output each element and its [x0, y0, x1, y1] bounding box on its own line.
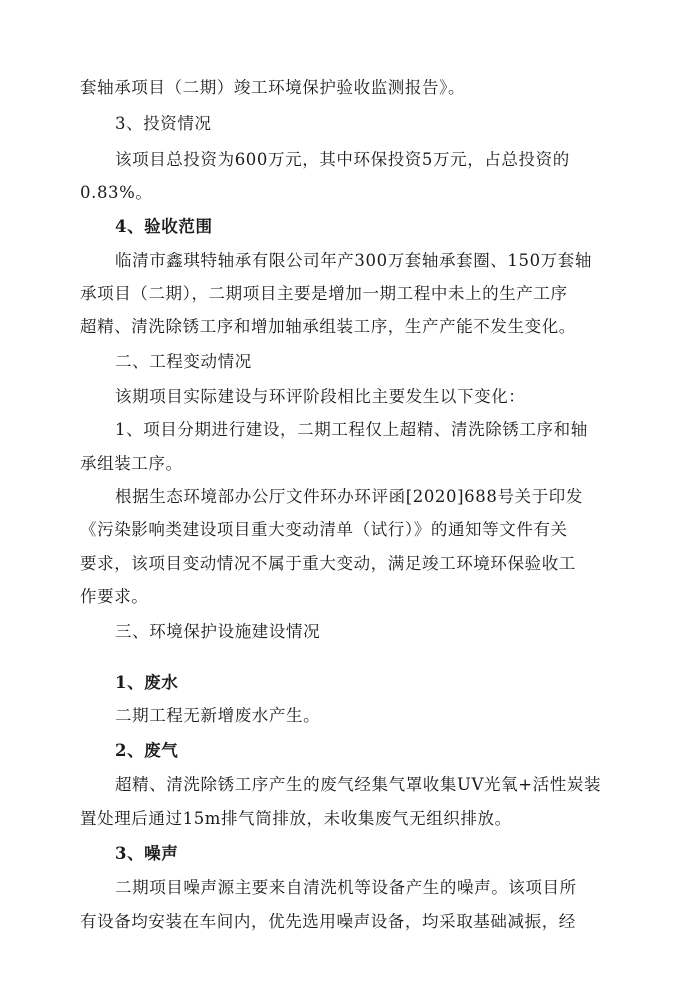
- subheading-acceptance-scope: 4、验收范围: [115, 217, 213, 236]
- text-line: 有设备均安装在车间内，优先选用噪声设备，均采取基础减振，经: [80, 912, 576, 931]
- text-line: 该项目总投资为600万元，其中环保投资5万元，占总投资的: [115, 150, 570, 169]
- text-line: 二期项目噪声源主要来自清洗机等设备产生的噪声。该项目所: [115, 878, 577, 897]
- text-line: 作要求。: [80, 587, 149, 606]
- text-line: 要求，该项目变动情况不属于重大变动，满足竣工环境环保验收工: [80, 554, 576, 573]
- text-line: 承组装工序。: [80, 454, 183, 473]
- text-line: 1、项目分期进行建设，二期工程仅上超精、清洗除锈工序和轴: [115, 420, 588, 439]
- text-line: 套轴承项目（二期）竣工环境保护验收监测报告》。: [80, 78, 466, 97]
- section-heading-project-changes: 二、工程变动情况: [115, 352, 252, 371]
- section-heading-env-facilities: 三、环境保护设施建设情况: [115, 622, 321, 641]
- text-line: 超精、清洗除锈工序和增加轴承组装工序，生产产能不发生变化。: [80, 317, 576, 336]
- subheading-noise: 3、噪声: [115, 844, 179, 863]
- subheading-exhaust-gas: 2、废气: [115, 741, 179, 760]
- text-line: 置处理后通过15m排气筒排放，未收集废气无组织排放。: [80, 809, 512, 828]
- text-line: 临清市鑫琪特轴承有限公司年产300万套轴承套圈、150万套轴: [115, 251, 592, 270]
- text-line: 超精、清洗除锈工序产生的废气经集气罩收集UV光氧+活性炭装: [115, 775, 602, 794]
- text-line: 《污染影响类建设项目重大变动清单（试行）》的通知等文件有关: [80, 520, 568, 539]
- text-line: 该期项目实际建设与环评阶段相比主要发生以下变化：: [115, 387, 526, 406]
- subheading-investment: 3、投资情况: [115, 114, 212, 133]
- subheading-wastewater: 1、废水: [115, 673, 179, 692]
- text-line: 根据生态环境部办公厅文件环办环评函[2020]688号关于印发: [115, 487, 583, 506]
- text-line: 承项目（二期），二期项目主要是增加一期工程中未上的生产工序: [80, 284, 568, 303]
- text-line: 0.83%。: [80, 183, 153, 202]
- text-line: 二期工程无新增废水产生。: [115, 706, 321, 725]
